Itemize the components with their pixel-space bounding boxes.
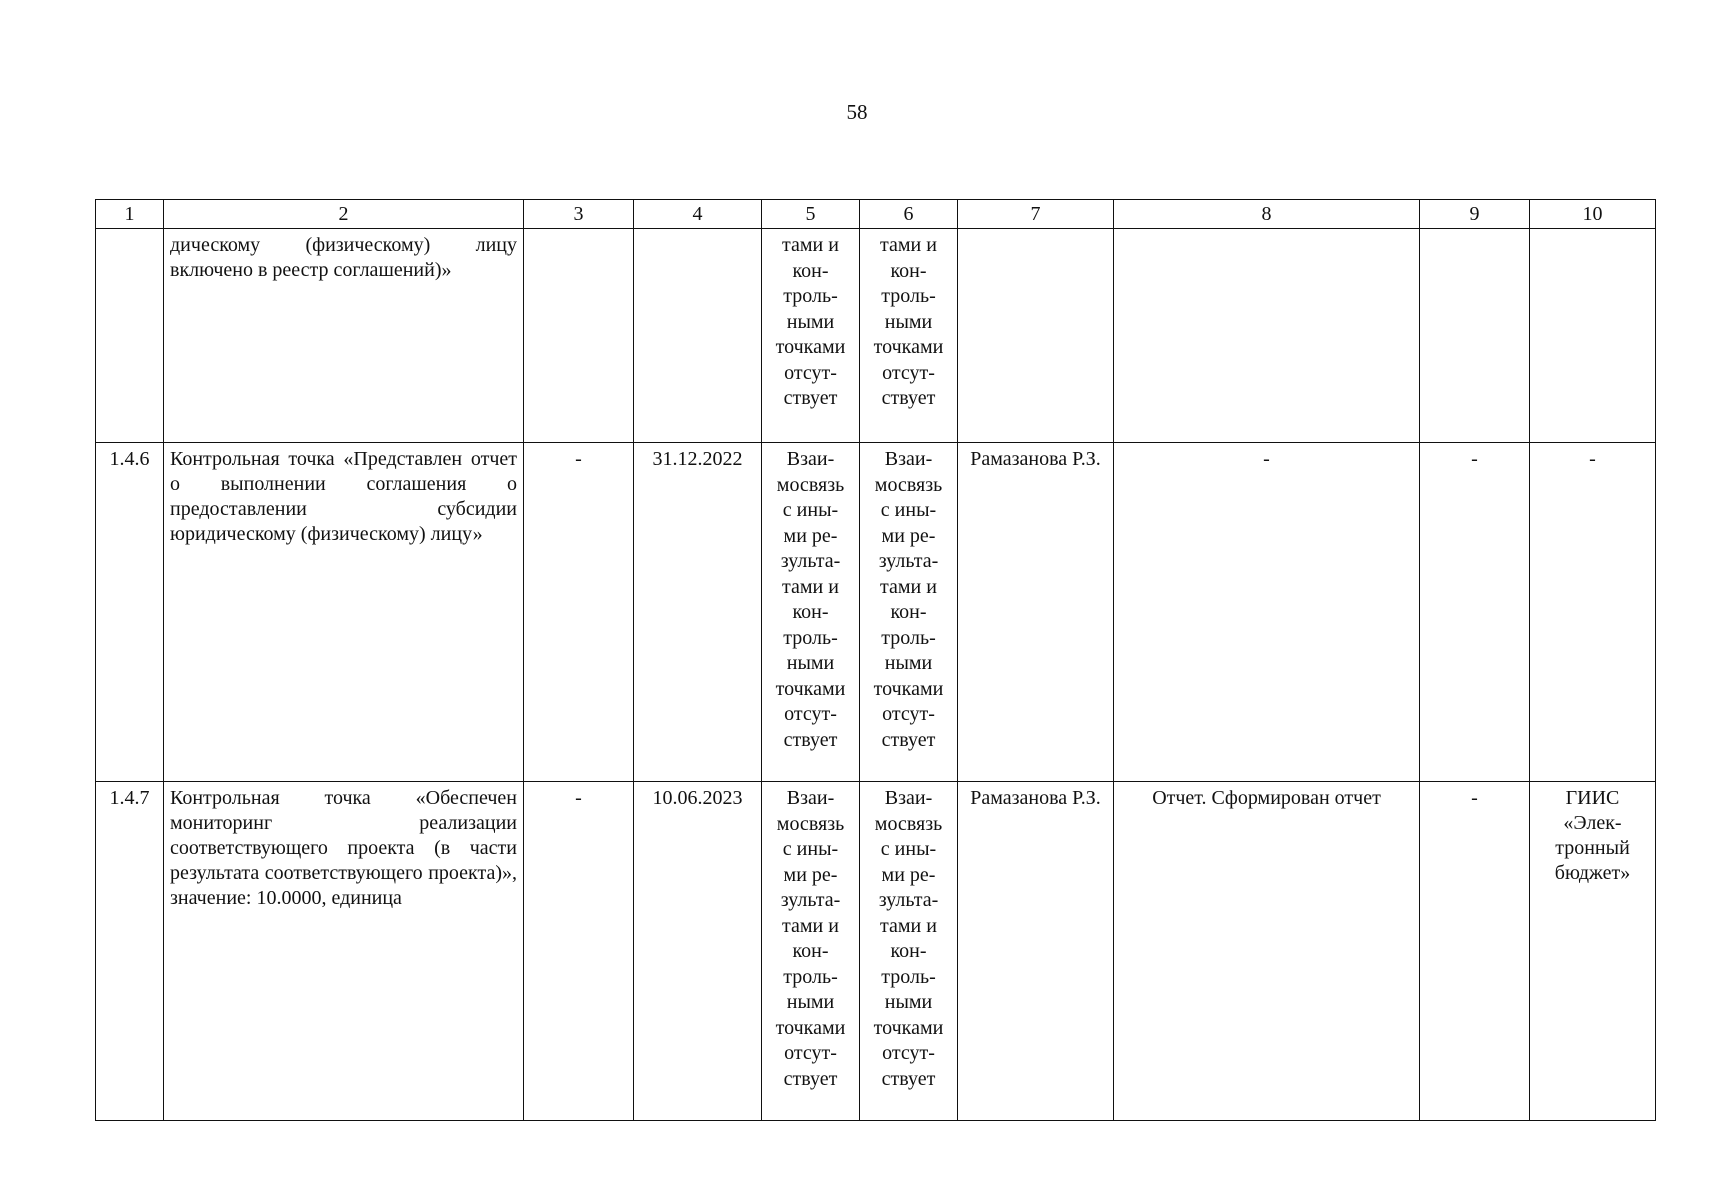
cell-line: тами и — [880, 234, 937, 256]
cell-line: с ины- — [782, 499, 839, 521]
cell-line: ствует — [783, 387, 838, 409]
row-result: Отчет. Сформирован отчет — [1114, 782, 1420, 1121]
cell-line: с ины- — [782, 838, 839, 860]
cell-line: ными — [786, 652, 835, 674]
cell-line: отсут- — [784, 703, 837, 725]
row-result: - — [1114, 443, 1420, 782]
cell-line: троль- — [783, 965, 838, 988]
cell-line: Взаи- — [884, 787, 933, 809]
cell-line: тами и — [880, 575, 937, 598]
cell-line: точками — [775, 336, 846, 358]
row-responsible — [958, 229, 1114, 443]
row-number: 1.4.7 — [96, 782, 164, 1121]
cell-line: кон- — [792, 940, 829, 962]
cell-line: ными — [786, 310, 835, 333]
cell-line: точками — [775, 677, 846, 700]
row-col-3: - — [524, 782, 634, 1121]
header-col-8: 8 — [1114, 200, 1420, 229]
cell-line: троль- — [881, 965, 936, 988]
cell-line: ствует — [881, 387, 936, 409]
cell-line: ными — [786, 991, 835, 1013]
row-col-5 — [762, 782, 860, 1121]
cell-line: точками — [873, 336, 944, 358]
cell-line: Взаи- — [786, 448, 835, 470]
cell-line: ствует — [881, 728, 936, 751]
cell-line: ми ре- — [881, 863, 936, 886]
cell-line: кон- — [792, 259, 829, 282]
row-col-9 — [1420, 229, 1530, 443]
cell-line: ствует — [881, 1067, 936, 1090]
row-date: 10.06.2023 — [634, 782, 762, 1121]
cell-line: Взаи- — [786, 787, 835, 809]
cell-line: тами и — [782, 234, 839, 256]
row-col-3 — [524, 229, 634, 443]
row-system — [1530, 782, 1656, 1121]
row-col-6 — [860, 443, 958, 782]
cell-line: тами и — [880, 914, 937, 937]
cell-line: ными — [884, 991, 933, 1013]
header-col-6: 6 — [860, 200, 958, 229]
page-number: 58 — [846, 100, 868, 124]
cell-line: кон- — [890, 940, 927, 962]
cell-line: отсут- — [882, 361, 935, 384]
header-col-9: 9 — [1420, 200, 1530, 229]
cell-line: троль- — [783, 285, 838, 307]
cell-line: троль- — [881, 285, 936, 307]
row-date — [634, 229, 762, 443]
cell-line: мосвязь — [874, 812, 943, 835]
cell-line: ствует — [783, 728, 838, 751]
header-col-7: 7 — [958, 200, 1114, 229]
cell-line: точками — [775, 1016, 846, 1039]
header-col-4: 4 — [634, 200, 762, 229]
cell-line: троль- — [881, 626, 936, 649]
cell-line: ствует — [783, 1067, 838, 1090]
cell-line: отсут- — [784, 1042, 837, 1064]
cell-line: ми ре- — [783, 524, 838, 547]
row-col-5 — [762, 229, 860, 443]
cell-line: зульта- — [780, 550, 841, 572]
row-system — [1530, 443, 1656, 782]
row-col-6 — [860, 229, 958, 443]
cell-line: точками — [873, 677, 944, 700]
cell-line: кон- — [890, 259, 927, 282]
row-description: Контрольная точка «Представлен отчет о выполнении соглашения о предоставлении субсидии юридическому (физическому) лицу» — [164, 443, 524, 782]
row-col-9: - — [1420, 782, 1530, 1121]
cell-line: точками — [873, 1016, 944, 1039]
row-date: 31.12.2022 — [634, 443, 762, 782]
cell-line: с ины- — [880, 838, 937, 860]
cell-line: зульта- — [780, 889, 841, 911]
row-col-6 — [860, 782, 958, 1121]
cell-line: отсут- — [882, 703, 935, 725]
row-description: дическому (физическому) лицу включено в реестр соглашений)» — [164, 229, 524, 443]
cell-line: тронный — [1555, 837, 1630, 859]
cell-line: ными — [884, 310, 933, 333]
cell-line: ми ре- — [881, 524, 936, 547]
cell-line: ГИИС — [1565, 787, 1620, 809]
cell-line: троль- — [783, 626, 838, 649]
cell-line: - — [1589, 448, 1596, 470]
cell-line: кон- — [792, 601, 829, 623]
cell-line: отсут- — [784, 361, 837, 384]
cell-line: зульта- — [878, 889, 939, 911]
table-row — [96, 229, 1656, 443]
header-col-5: 5 — [762, 200, 860, 229]
cell-line: «Элек- — [1563, 812, 1622, 834]
row-number — [96, 229, 164, 443]
cell-line: бюджет» — [1554, 862, 1631, 884]
row-system — [1530, 229, 1656, 443]
cell-line: с ины- — [880, 499, 937, 521]
header-col-1: 1 — [96, 200, 164, 229]
row-col-5 — [762, 443, 860, 782]
row-responsible: Рамазанова Р.З. — [958, 443, 1114, 782]
header-col-3: 3 — [524, 200, 634, 229]
cell-line: мосвязь — [776, 473, 845, 496]
row-number: 1.4.6 — [96, 443, 164, 782]
header-row — [96, 200, 1656, 229]
row-description: Контрольная точка «Обеспечен мониторинг реализации соответствующего проекта (в части результата соответствующего проекта)», значение: 10.0000, единица — [164, 782, 524, 1121]
row-responsible: Рамазанова Р.З. — [958, 782, 1114, 1121]
plan-table — [95, 199, 1656, 1121]
row-col-3: - — [524, 443, 634, 782]
cell-line: мосвязь — [776, 812, 845, 835]
table-row — [96, 782, 1656, 1121]
cell-line: ми ре- — [783, 863, 838, 886]
row-col-9: - — [1420, 443, 1530, 782]
cell-line: отсут- — [882, 1042, 935, 1064]
table-row — [96, 443, 1656, 782]
cell-line: зульта- — [878, 550, 939, 572]
cell-line: ными — [884, 652, 933, 674]
cell-line: тами и — [782, 914, 839, 937]
cell-line: Взаи- — [884, 448, 933, 470]
row-result — [1114, 229, 1420, 443]
header-col-2: 2 — [164, 200, 524, 229]
cell-line: тами и — [782, 575, 839, 598]
header-col-10: 10 — [1530, 200, 1656, 229]
cell-line: мосвязь — [874, 473, 943, 496]
cell-line: кон- — [890, 601, 927, 623]
